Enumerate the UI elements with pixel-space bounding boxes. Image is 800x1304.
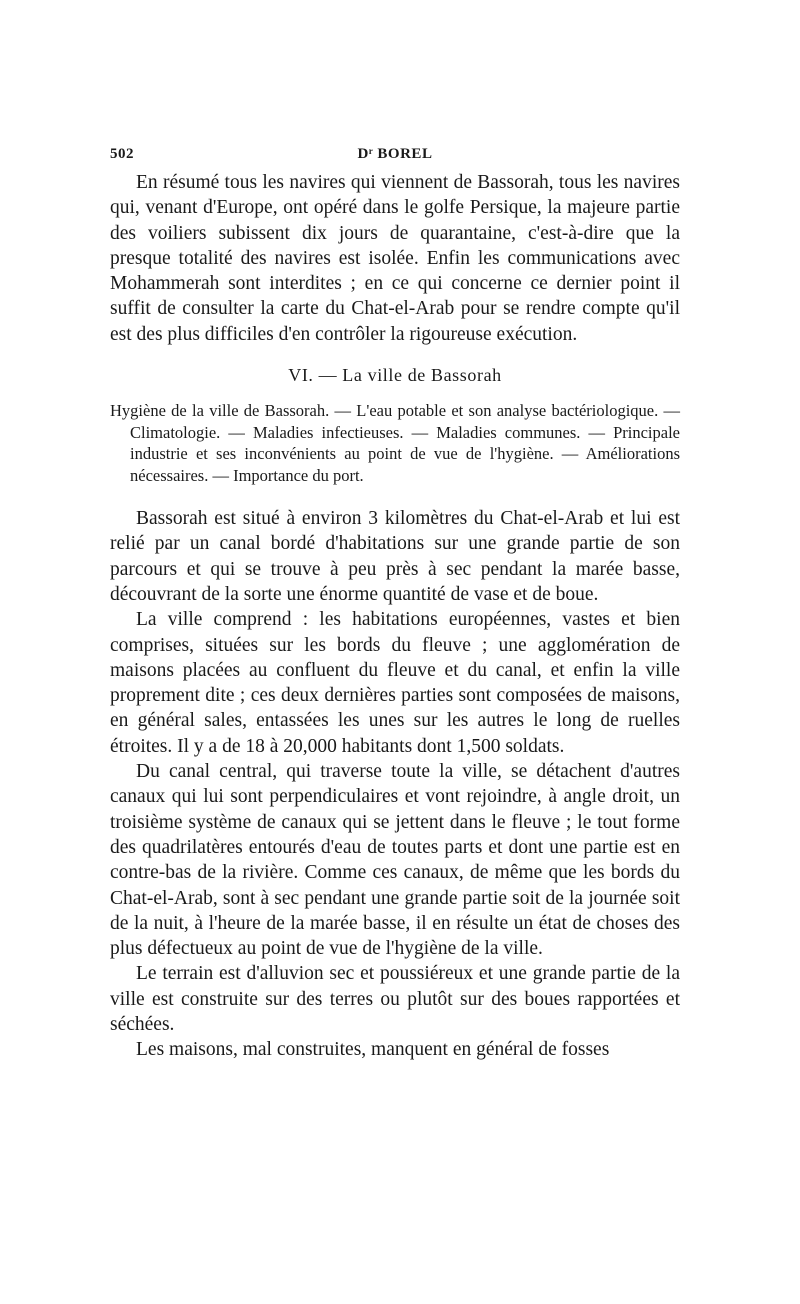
- body-paragraph-3: Du canal central, qui traverse toute la ville, se détachent d'autres canaux qui lui sont perpendiculaires et vont rejoindre, à angle droit, un troisième système de canaux qui se jettent dans le fleuve ; le tout forme des quadrilatères entourés d'eau de toutes parts et dont une partie est en contre-bas de la rivière. Comme ces canaux, de même que les bords du Chat-el-Arab, sont à sec pendant une grande partie soit de la journée soit de la nuit, à l'heure de la marée basse, il en résulte un état de choses des plus défectueux au point de vue de l'hygiène de la ville.: [110, 761, 680, 960]
- body-paragraph-5: Les maisons, mal construites, manquent en général de fosses: [136, 1039, 610, 1061]
- page-number: 502: [110, 146, 134, 162]
- running-head-author: Dʳ BOREL: [357, 146, 433, 162]
- body-paragraph-1: Bassorah est situé à environ 3 kilomètres du Chat-el-Arab et lui est relié par un canal bordé d'habitations sur une grande partie de son parcours et qui se trouve à peu près à sec pendant la marée basse, découvrant de la sorte une énorme quantité de vase et de boue.: [110, 508, 680, 605]
- running-head: [110, 146, 680, 170]
- book-page: [110, 146, 680, 1063]
- section-summary: Hygiène de la ville de Bassorah. — L'eau potable et son analyse bactériologique. — Climatologie. — Maladies infectieuses. — Maladies communes. — Principale industrie et ses inconvénients au point de vue de l'hygiène. — Améliorations nécessaires. — Importance du port.: [110, 401, 680, 485]
- section-title: VI. — La ville de Bassorah: [288, 365, 502, 386]
- body-paragraph-4: Le terrain est d'alluvion sec et poussiéreux et une grande partie de la ville est construite sur des terres ou plutôt sur des boues rapportées et séchées.: [110, 963, 680, 1036]
- body-paragraph-2: La ville comprend : les habitations européennes, vastes et bien comprises, situées sur les bords du fleuve ; une agglomération de maisons placées au confluent du fleuve et du canal, et enfin la ville proprement dite ; ces deux dernières parties sont composées de maisons, en général sales, entassées les unes sur les autres le long de ruelles étroites. Il y a de 18 à 20,000 habitants dont 1,500 soldats.: [110, 609, 680, 757]
- intro-paragraph: En résumé tous les navires qui viennent de Bassorah, tous les navires qui, venant d'Europe, ont opéré dans le golfe Persique, la majeure partie des voiliers subissent dix jours de quarantaine, c'est-à-dire que la presque totalité des navires est isolée. Enfin les communications avec Mohammerah sont interdites ; en ce qui concerne ce dernier point il suffit de consulter la carte du Chat-el-Arab pour se rendre compte qu'il est des plus difficiles d'en contrôler la rigoureuse exécution.: [110, 172, 680, 345]
